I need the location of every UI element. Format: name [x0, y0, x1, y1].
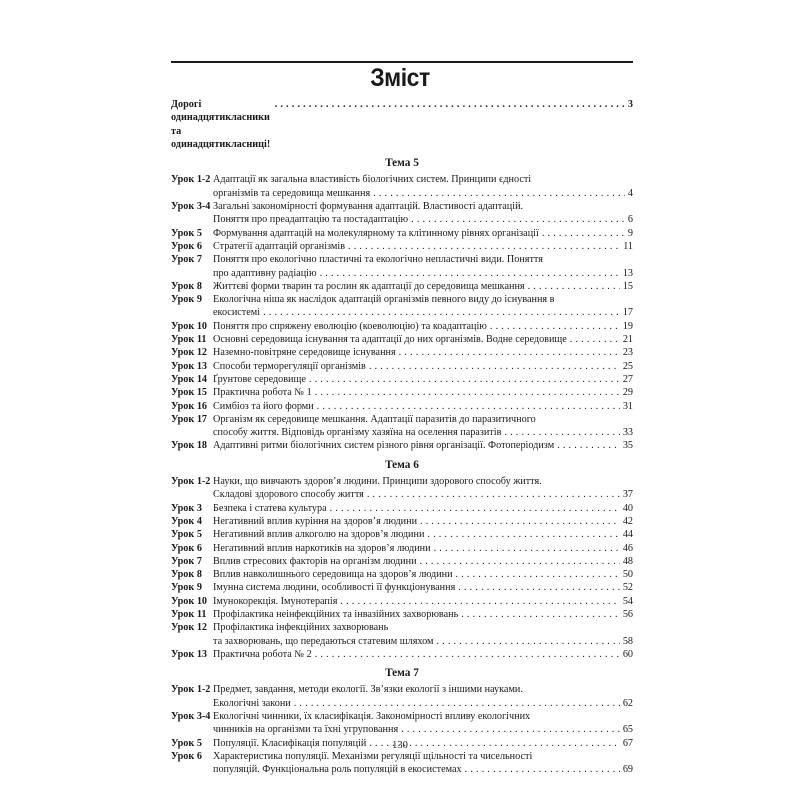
lesson-label: Урок 17 [171, 413, 208, 425]
toc-entry [171, 253, 633, 280]
entry-body [213, 595, 633, 608]
entry-last-line [213, 595, 633, 608]
entry-body [213, 173, 633, 200]
topic-section [171, 667, 633, 776]
entry-last-line [213, 400, 633, 413]
entry-title-line: Імунна система людини, особливості її функціонування [213, 582, 456, 594]
entry-page: 6 [627, 214, 633, 226]
entry-last-line [213, 502, 633, 515]
dot-leader [557, 439, 620, 452]
dot-leader [401, 723, 620, 736]
entry-page: 46 [622, 542, 633, 554]
toc-entry [171, 581, 633, 594]
dot-leader [317, 400, 620, 413]
entry-title-line: Профілактика неінфекційних та інвазійних захворювань [213, 608, 459, 620]
entry-body [213, 253, 633, 280]
entry-body [213, 608, 633, 621]
lesson-label: Урок 1-2 [171, 476, 211, 488]
lesson-label: Урок 6 [171, 240, 202, 252]
lesson-label: Урок 11 [171, 608, 207, 620]
toc-entry [171, 227, 633, 240]
lesson-label: Урок 12 [171, 622, 208, 634]
entry-title-line: Формування адаптацій на молекулярному та клітинному рівнях організації [213, 227, 539, 239]
toc-entry [171, 439, 633, 452]
toc-entry [171, 373, 633, 386]
entry-last-line [213, 187, 633, 200]
dot-leader [348, 240, 620, 253]
entry-title-line: Поняття про преадаптацію та постадаптацію [213, 214, 409, 226]
toc-entry [171, 173, 633, 200]
entry-page: 13 [622, 267, 633, 279]
toc-entry [171, 413, 633, 440]
entry-title-line: Адаптації як загальна властивість біологічних систем. Принципи єдності [213, 174, 532, 186]
entry-title-line: Імунокорекція. Імунотерапія [213, 595, 338, 607]
entry-last-line [213, 333, 633, 346]
entry-body [213, 320, 633, 333]
entry-body [213, 621, 633, 648]
lesson-label: Урок 3 [171, 502, 202, 514]
entry-last-line [213, 488, 633, 501]
entry-last-line [213, 528, 633, 541]
dot-leader [427, 528, 619, 541]
dot-leader [458, 581, 620, 594]
entry-page: 35 [622, 440, 633, 452]
dot-leader [420, 515, 620, 528]
entry-title-line: Стратегії адаптацій організмів [213, 240, 346, 252]
entry-last-line [213, 280, 633, 293]
top-rule [171, 61, 633, 63]
entry-body [213, 413, 633, 440]
entry-title-line: Ґрунтове середовище [213, 373, 306, 385]
entry-body [213, 555, 633, 568]
toc-entry [171, 400, 633, 413]
dot-leader [411, 213, 625, 226]
lesson-label: Урок 11 [171, 334, 207, 346]
entry-page: 50 [622, 569, 633, 581]
topic-heading: Тема 7 [385, 667, 419, 680]
entry-page: 31 [622, 400, 633, 412]
entry-title-line: та захворювань, що передаються статевим шляхом [213, 635, 434, 647]
dot-leader [456, 568, 620, 581]
lesson-label: Урок 10 [171, 320, 208, 332]
entry-title-line: Основні середовища існування та адаптації до них організмів. Водне середовище [213, 334, 567, 346]
entry-page: 69 [622, 764, 633, 776]
entry-body [213, 581, 633, 594]
entry-body [213, 710, 633, 737]
entry-title-line: Характеристика популяції. Механізми регуляції щільності та чисельності [213, 750, 533, 762]
entry-page: 15 [622, 280, 633, 292]
entry-last-line [213, 373, 633, 386]
entry-body [213, 683, 633, 710]
entry-last-line [213, 320, 633, 333]
toc-entry [171, 528, 633, 541]
entry-page: 56 [622, 608, 633, 620]
lesson-label: Урок 14 [171, 373, 208, 385]
dot-leader [434, 542, 620, 555]
lesson-label: Урок 9 [171, 582, 202, 594]
entry-page: 29 [622, 387, 633, 399]
entry-page: 33 [622, 427, 633, 439]
entry-body [213, 475, 633, 502]
toc-entry [171, 280, 633, 293]
dot-leader [275, 98, 625, 111]
toc-entry [171, 683, 633, 710]
entry-body [213, 750, 633, 777]
toc-entry [171, 360, 633, 373]
entry-page: 9 [627, 227, 633, 239]
lesson-label: Урок 16 [171, 400, 208, 412]
toc-entry [171, 710, 633, 737]
lesson-label: Урок 4 [171, 515, 202, 527]
entry-last-line [213, 515, 633, 528]
toc-entry [171, 475, 633, 502]
entry-title-line: Негативний вплив наркотиків на здоров’я людини [213, 542, 431, 554]
entry-body [213, 528, 633, 541]
entry-page: 4 [627, 187, 633, 199]
entry-body [213, 333, 633, 346]
entry-title-line: Загальні закономірності формування адаптацій. Властивості адаптацій. [213, 201, 524, 213]
entry-last-line [213, 213, 633, 226]
entry-title-line: Вплив навколишнього середовища на здоров’я людини [213, 569, 453, 581]
toc-entry [171, 240, 633, 253]
toc-entry [171, 333, 633, 346]
entry-last-line [213, 227, 633, 240]
entry-title-line: Екологічні чинники, їх класифікація. Закономірності впливу екологічних [213, 711, 531, 723]
lesson-label: Урок 7 [171, 555, 202, 567]
dot-leader [465, 763, 620, 776]
entry-title-line: екосистемі [213, 307, 261, 319]
entry-last-line [213, 697, 633, 710]
lesson-label: Урок 3-4 [171, 711, 211, 723]
page-title: Зміст [370, 64, 430, 92]
entry-page: 40 [622, 502, 633, 514]
dot-leader [330, 502, 620, 515]
entry-last-line [213, 581, 633, 594]
entry-body [213, 346, 633, 359]
entry-title-line: Поняття про спряжену еволюцію (коеволюцію) та коадаптацію [213, 320, 487, 332]
dot-leader [263, 306, 620, 319]
entry-title-line: способу життя. Відповідь організму хазяїна на оселення паразитів [213, 427, 502, 439]
entry-page: 44 [622, 529, 633, 541]
lesson-label: Урок 5 [171, 529, 202, 541]
lesson-label: Урок 13 [171, 648, 208, 660]
toc-entry [171, 386, 633, 399]
entry-body [213, 439, 633, 452]
entry-title-line: Безпека і статева культура [213, 502, 327, 514]
dot-leader [399, 346, 620, 359]
dot-leader [309, 373, 620, 386]
toc-entry [171, 621, 633, 648]
entry-title-line: популяцій. Функціональна роль популяцій в екосистемах [213, 764, 462, 776]
entry-page: 37 [622, 489, 633, 501]
entry-last-line [213, 306, 633, 319]
entry-title-line: Практична робота № 1 [213, 387, 312, 399]
entry-body [213, 386, 633, 399]
topic-heading: Тема 6 [385, 458, 419, 471]
entry-title-line: Організм як середовище мешкання. Адаптації паразитів до паразитичного [213, 413, 536, 425]
dot-leader [315, 648, 620, 661]
entry-title-line: про адаптивну радіацію [213, 267, 317, 279]
dot-leader [504, 426, 619, 439]
lesson-label: Урок 8 [171, 569, 202, 581]
entry-page: 48 [622, 555, 633, 567]
lesson-label: Урок 12 [171, 347, 208, 359]
toc-entry [171, 515, 633, 528]
dot-leader [570, 333, 620, 346]
dot-leader [369, 360, 620, 373]
dot-leader [340, 595, 619, 608]
entry-page: 25 [622, 360, 633, 372]
entry-title-line: Адаптивні ритми біологічних систем різного рівня організації. Фотоперіодизм [213, 440, 555, 452]
dot-leader [461, 608, 620, 621]
toc-entry [171, 648, 633, 661]
lesson-label: Урок 8 [171, 280, 202, 292]
entry-last-line [213, 240, 633, 253]
entry-last-line [213, 542, 633, 555]
entry-title-line: Екологічна ніша як наслідок адаптацій організмів певного виду до існування в [213, 294, 555, 306]
entry-title-line: Популяції. Класифікація популяцій [213, 737, 367, 749]
entry-title-line: Життєві форми тварин та рослин як адаптації до середовища мешкання [213, 280, 525, 292]
dot-leader [528, 280, 620, 293]
toc-entry [171, 502, 633, 515]
entry-page: 19 [622, 320, 633, 332]
dot-leader [294, 697, 620, 710]
toc-entry [171, 595, 633, 608]
entry-body [213, 240, 633, 253]
entry-body [213, 400, 633, 413]
entry-title-line: Поняття про екологічно пластичні та екологічно непластичні види. Поняття [213, 254, 543, 266]
entry-last-line [213, 723, 633, 736]
entry-title-line: Негативний вплив куріння на здоров’я людини [213, 515, 418, 527]
entry-last-line [213, 439, 633, 452]
lesson-label: Урок 5 [171, 227, 202, 239]
entry-last-line [213, 635, 633, 648]
intro-page: 3 [627, 99, 633, 110]
toc-entry [171, 555, 633, 568]
entry-body [213, 200, 633, 227]
entry-page: 23 [622, 347, 633, 359]
dot-leader [436, 635, 619, 648]
lesson-label: Урок 10 [171, 595, 208, 607]
entry-page: 58 [622, 635, 633, 647]
entry-last-line [213, 568, 633, 581]
topic-section [171, 459, 633, 661]
entry-last-line [213, 346, 633, 359]
dot-leader [420, 555, 620, 568]
toc-entry [171, 346, 633, 359]
topic-section [171, 157, 633, 453]
entry-last-line [213, 426, 633, 439]
entry-body [213, 648, 633, 661]
table-of-contents [171, 95, 633, 777]
entry-last-line [213, 648, 633, 661]
lesson-label: Урок 6 [171, 542, 202, 554]
dot-leader [373, 187, 625, 200]
entry-page: 60 [622, 648, 633, 660]
entry-title-line: Вплив стресових факторів на організм людини [213, 555, 417, 567]
lesson-label: Урок 5 [171, 737, 202, 749]
toc-entry [171, 200, 633, 227]
entry-title-line: Складові здорового способу життя [213, 489, 364, 501]
entry-page: 27 [622, 373, 633, 385]
entry-title-line: Способи терморегуляції організмів [213, 360, 366, 372]
entry-body [213, 360, 633, 373]
entry-last-line [213, 763, 633, 776]
entry-body [213, 502, 633, 515]
entry-page: 67 [622, 737, 633, 749]
lesson-label: Урок 7 [171, 254, 202, 266]
entry-title-line: Негативний вплив алкоголю на здоров’я людини [213, 529, 425, 541]
lesson-label: Урок 13 [171, 360, 208, 372]
entry-page: 52 [622, 582, 633, 594]
entry-last-line [213, 360, 633, 373]
dot-leader [542, 227, 625, 240]
entry-title-line: Науки, що вивчають здоров’я людини. Принципи здорового способу життя. [213, 476, 542, 488]
toc-entry [171, 542, 633, 555]
entry-last-line [213, 386, 633, 399]
lesson-label: Урок 3-4 [171, 201, 211, 213]
entry-page: 17 [622, 307, 633, 319]
toc-entry [171, 608, 633, 621]
entry-body [213, 373, 633, 386]
dot-leader [320, 267, 620, 280]
entry-title-line: Предмет, завдання, методи екології. Зв’язки екології з іншими науками. [213, 684, 523, 696]
entry-title-line: Екологічні закони [213, 697, 291, 709]
toc-entry [171, 568, 633, 581]
entry-page: 11 [623, 240, 633, 252]
entry-last-line [213, 555, 633, 568]
entry-last-line [213, 267, 633, 280]
entry-page: 21 [622, 334, 633, 346]
entry-title-line: Практична робота № 2 [213, 648, 312, 660]
entry-title-line: Профілактика інфекційних захворювань [213, 622, 389, 634]
dot-leader [490, 320, 620, 333]
entry-last-line [213, 608, 633, 621]
entry-body [213, 542, 633, 555]
entry-body [213, 515, 633, 528]
lesson-label: Урок 18 [171, 440, 208, 452]
entry-title-line: чинників на організми та їхні угруповання [213, 724, 399, 736]
entry-body [213, 227, 633, 240]
entry-page: 65 [622, 724, 633, 736]
page-number: 130 [392, 740, 408, 751]
intro-entry [171, 98, 633, 151]
entry-page: 42 [622, 515, 633, 527]
toc-entry [171, 320, 633, 333]
toc-entry [171, 293, 633, 320]
topic-heading: Тема 5 [385, 157, 419, 170]
lesson-label: Урок 1-2 [171, 684, 211, 696]
dot-leader [367, 488, 620, 501]
dot-leader [315, 386, 620, 399]
entry-body [213, 280, 633, 293]
entry-title-line: організмів та середовища мешкання [213, 187, 371, 199]
entry-page: 54 [622, 595, 633, 607]
entry-body [213, 293, 633, 320]
lesson-label: Урок 6 [171, 750, 202, 762]
lesson-label: Урок 1-2 [171, 174, 211, 186]
lesson-label: Урок 9 [171, 294, 202, 306]
toc-entry [171, 750, 633, 777]
entry-title-line: Симбіоз та його форми [213, 400, 314, 412]
entry-title-line: Наземно-повітряне середовище існування [213, 347, 396, 359]
entry-page: 62 [622, 697, 633, 709]
lesson-label: Урок 15 [171, 387, 208, 399]
entry-body [213, 568, 633, 581]
intro-text: Дорогі одинадцятикласники та одинадцятикласниці! [171, 99, 271, 150]
